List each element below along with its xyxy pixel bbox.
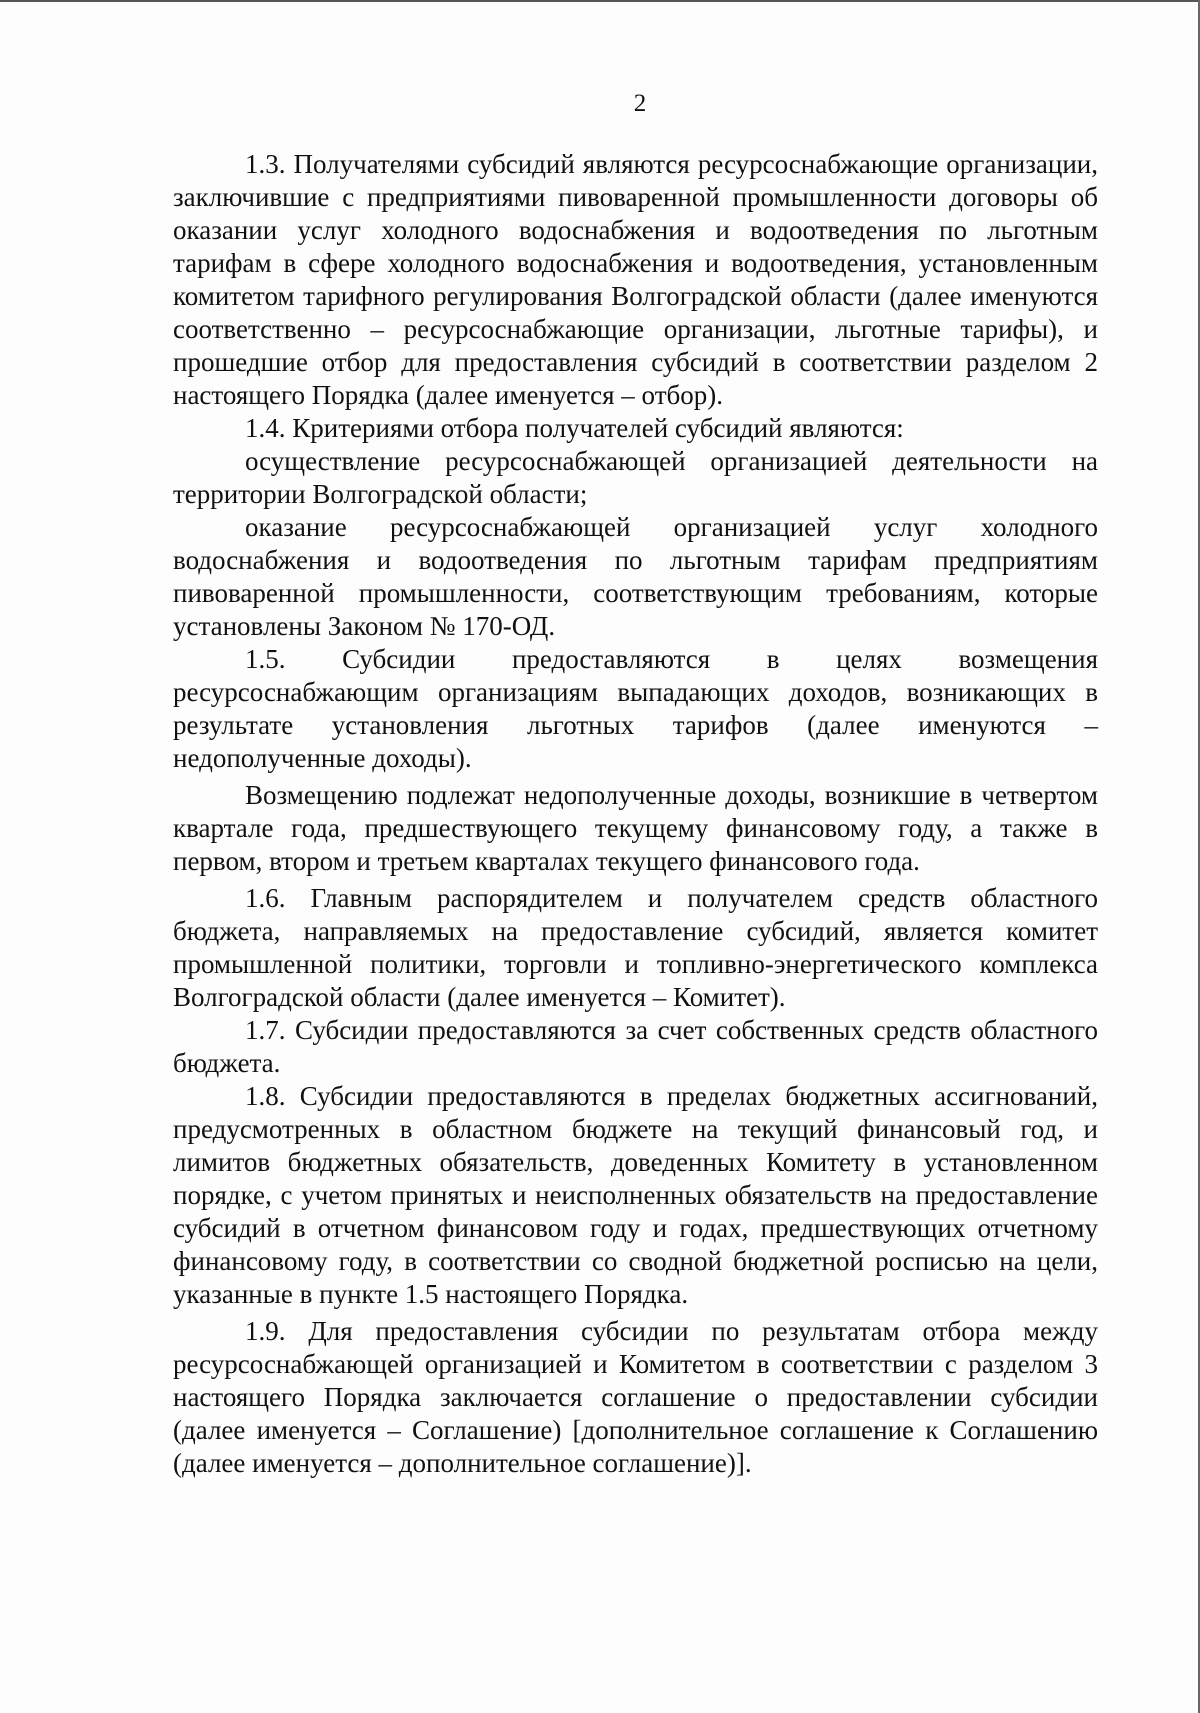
paragraph-1-5: 1.5. Субсидии предоставляются в целях возмещения ресурсоснабжающим организациям выпадающих доходов, возникающих в результате установления льготных тарифов (далее именуются – недополученные доходы). — [173, 644, 1098, 773]
scan-top-edge — [0, 0, 1200, 2]
document-body — [173, 148, 1098, 1480]
criteria-item-services: оказание ресурсоснабжающей организацией услуг холодного водоснабжения и водоотведения по льготным тарифам предприятиям пивоваренной промышленности, соответствующим требованиям, которые установлены Законом № 170-ОД. — [173, 512, 1098, 641]
paragraph-1-9: 1.9. Для предоставления субсидии по результатам отбора между ресурсоснабжающей организацией и Комитетом в соответствии с разделом 3 настоящего Порядка заключается соглашение о предоставлении субсидии (далее именуется – Соглашение) [дополнительное соглашение к Соглашению (далее именуется – дополнительное соглашение)]. — [173, 1316, 1098, 1478]
paragraph-1-8: 1.8. Субсидии предоставляются в пределах бюджетных ассигнований, предусмотренных в областном бюджете на текущий финансовый год, и лимитов бюджетных обязательств, доведенных Комитету в установленном порядке, с учетом принятых и неисполненных обязательств на предоставление субсидий в отчетном финансовом году и годах, предшествующих отчетному финансовому году, в соответствии со сводной бюджетной росписью на цели, указанные в пункте 1.5 настоящего Порядка. — [173, 1081, 1098, 1309]
criteria-item-territory: осуществление ресурсоснабжающей организацией деятельности на территории Волгоградской области; — [173, 446, 1098, 509]
page-number: 2 — [633, 90, 647, 117]
paragraph-compensation: Возмещению подлежат недополученные доходы, возникшие в четвертом квартале года, предшествующего текущему финансовому году, а также в первом, втором и третьем кварталах текущего финансового года. — [173, 780, 1098, 876]
paragraph-1-4: 1.4. Критериями отбора получателей субсидий являются: — [245, 413, 904, 443]
paragraph-1-6: 1.6. Главным распорядителем и получателем средств областного бюджета, направляемых на предоставление субсидий, является комитет промышленной политики, торговли и топливно-энергетического комплекса Волгоградской области (далее именуется – Комитет). — [173, 883, 1098, 1012]
paragraph-1-3: 1.3. Получателями субсидий являются ресурсоснабжающие организации, заключившие с предприятиями пивоваренной промышленности договоры об оказании услуг холодного водоснабжения и водоотведения по льготным тарифам в сфере холодного водоснабжения и водоотведения, установленным комитетом тарифного регулирования Волгоградской области (далее именуются соответственно – ресурсоснабжающие организации, льготные тарифы), и прошедшие отбор для предоставления субсидий в соответствии разделом 2 настоящего Порядка (далее именуется – отбор). — [173, 149, 1098, 410]
paragraph-1-7: 1.7. Субсидии предоставляются за счет собственных средств областного бюджета. — [173, 1015, 1098, 1078]
